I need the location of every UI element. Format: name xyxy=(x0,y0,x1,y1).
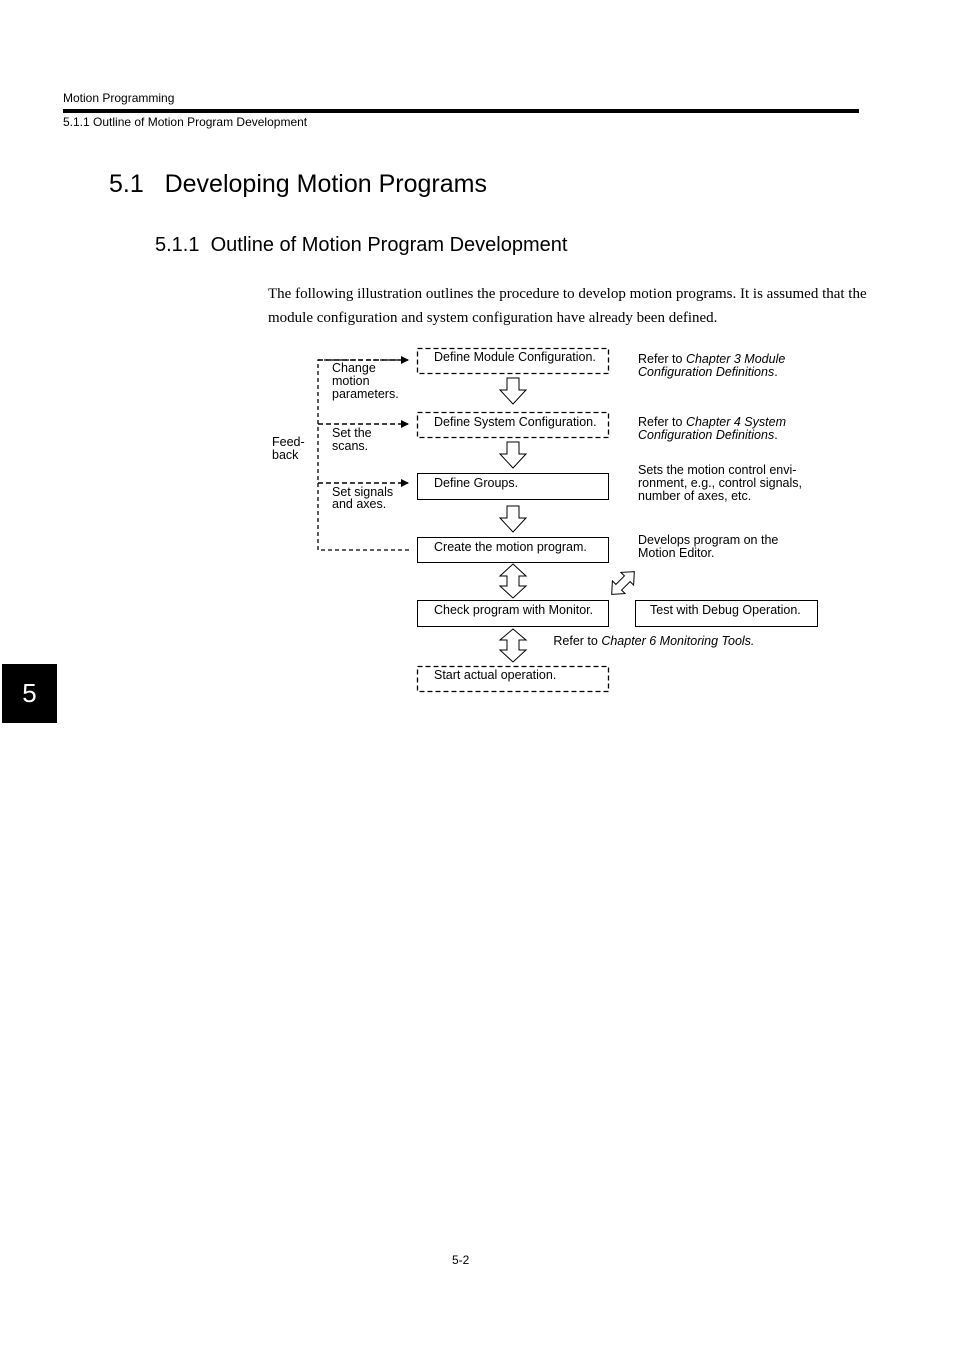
step-label-system: Define System Configuration. xyxy=(434,415,597,429)
feedback-item-signals: Set signals and axes. xyxy=(332,485,394,511)
step-label-debug: Test with Debug Operation. xyxy=(650,603,801,617)
down-arrow-icon xyxy=(500,442,526,468)
double-arrow-icon xyxy=(500,564,526,598)
section-heading: 5.1 Developing Motion Programs xyxy=(109,170,487,198)
chapter-tab: 5 xyxy=(2,664,57,723)
note-module: Refer to Chapter 3 Module Configuration Definitions. xyxy=(638,352,786,379)
step-label-start: Start actual operation. xyxy=(434,668,557,682)
intro-paragraph: The following illustration outlines the procedure to develop motion programs. It is assumed that the module configuration and system configuration have already been defined. xyxy=(268,286,867,326)
note-system: Refer to Chapter 4 System Configuration Definitions. xyxy=(638,415,786,442)
running-header-section: Motion Programming xyxy=(63,91,175,105)
running-header-subsection: 5.1.1 Outline of Motion Program Development xyxy=(63,115,308,129)
diagonal-double-arrow-icon xyxy=(605,565,640,600)
step-label-create: Create the motion program. xyxy=(434,540,587,554)
subsection-heading: 5.1.1 Outline of Motion Program Development xyxy=(155,234,568,256)
feedback-item-parameters: Change motion parameters. xyxy=(332,361,399,401)
double-arrow-icon xyxy=(500,629,526,662)
note-groups: Sets the motion control envi- ronment, e.g., control signals, number of axes, etc. xyxy=(638,463,802,503)
note-create: Develops program on the Motion Editor. xyxy=(638,533,779,560)
feedback-label: Feed- back xyxy=(272,435,305,462)
step-label-module: Define Module Configuration. xyxy=(434,350,596,364)
step-label-groups: Define Groups. xyxy=(434,476,519,490)
down-arrow-icon xyxy=(500,378,526,404)
feedback-item-scans: Set the scans. xyxy=(332,426,372,453)
down-arrow-icon xyxy=(500,506,526,532)
page-number: 5-2 xyxy=(452,1253,470,1267)
note-monitor: Refer to Chapter 6 Monitoring Tools. xyxy=(553,634,755,648)
step-label-monitor: Check program with Monitor. xyxy=(434,603,594,617)
